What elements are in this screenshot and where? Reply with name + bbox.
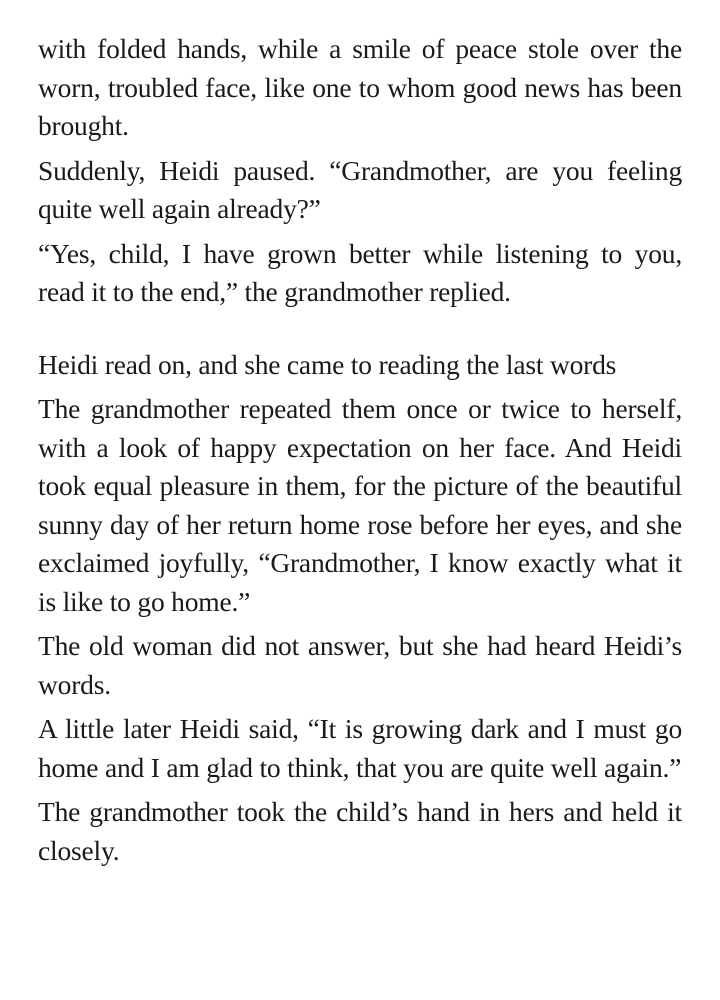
paragraph-3: “Yes, child, I have grown better while listening to you, read it to the end,” the grandmother replied. [38,237,682,307]
paragraph-4: Heidi read on, and she came to reading the last words [38,348,617,380]
paragraph-7: A little later Heidi said, “It is growing dark and I must go home and I am glad to think, that you are quite well again.” [38,713,682,783]
paragraph-8: The grandmother took the child’s hand in hers and held it closely. [38,796,682,866]
paragraph-6: The old woman did not answer, but she had heard Heidi’s words. [38,630,682,700]
paragraph-5: The grandmother repeated them once or twice to herself, with a look of happy expectation on her face. And Heidi took equal pleasure in them, for the picture of the beautiful sunny day of her return home rose before her eyes, and she exclaimed joyfully, “Grandmother, I know exactly what it is like to go home.” [38,393,682,617]
paragraph-1: with folded hands, while a smile of peace stole over the worn, troubled face, like one to whom good news has been brought. [38,33,682,141]
paragraph-2: Suddenly, Heidi paused. “Grandmother, are you feeling quite well again already?” [38,154,682,224]
